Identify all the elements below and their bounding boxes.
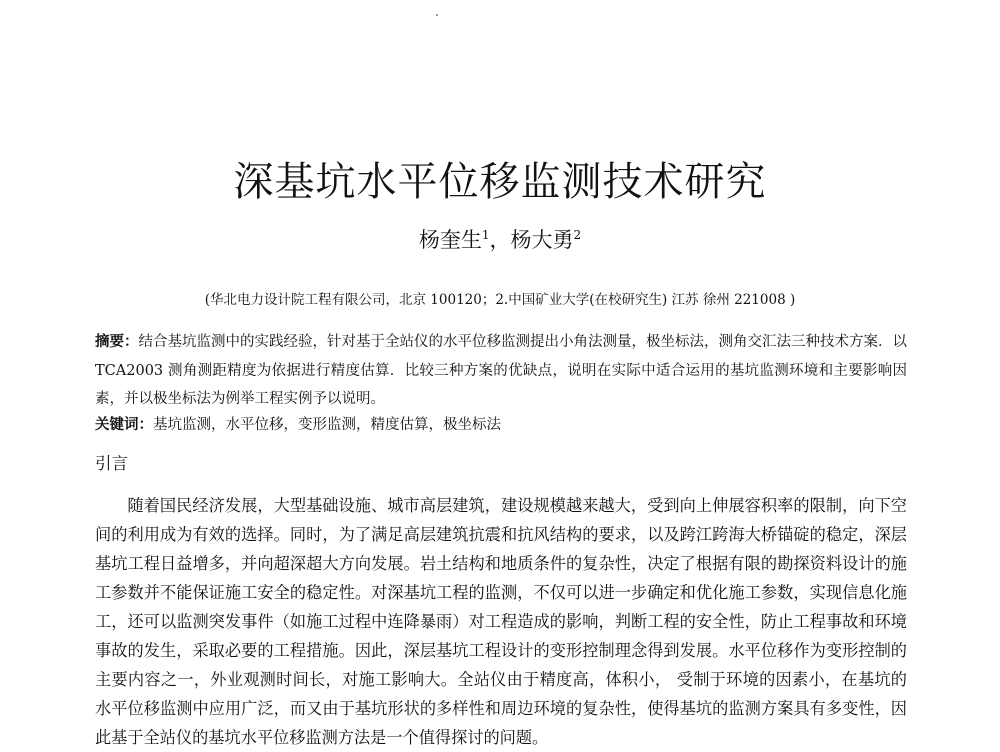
author-name: 杨大勇 bbox=[510, 228, 574, 252]
abstract bbox=[95, 328, 907, 414]
author-affiliation-mark: 2 bbox=[573, 228, 582, 242]
author-line bbox=[0, 228, 1000, 253]
abstract-text: 结合基坑监测中的实践经验，针对基于全站仪的水平位移监测提出小角法测量，极坐标法，测角交汇法三种技术方案．以 TCA2003 测角测距精度为依据进行精度估算．比较三种方案的优缺点，说明在实际中适合运用的基坑监测环境和主要影响因素，并以极坐标法为例举工程实例予以说明。 bbox=[95, 334, 907, 407]
affiliation-line: (华北电力设计院工程有限公司，北京 100120；2.中国矿业大学(在校研究生) 江苏 徐州 221008 ) bbox=[204, 292, 796, 308]
author-separator: ， bbox=[489, 228, 511, 252]
abstract-label: 摘要： bbox=[95, 333, 139, 350]
keywords bbox=[95, 411, 907, 439]
introduction-paragraph: 随着国民经济发展，大型基础设施、城市高层建筑，建设规模越来越大，受到向上伸展容积率的限制，向下空间的利用成为有效的选择。同时，为了满足高层建筑抗震和抗风结构的要求，以及跨江跨海大桥锚碇的稳定，深层基坑工程日益增多，并向超深超大方向发展。岩土结构和地质条件的复杂性，决定了根据有限的勘探资料设计的施工参数并不能保证施工安全的稳定性。对深基坑工程的监测，不仅可以进一步确定和优化施工参数，实现信息化施工，还可以监测突发事件（如施工过程中连降暴雨）对工程造成的影响，判断工程的安全性，防止工程事故和环境事故的发生，采取必要的工程措施。因此，深层基坑工程设计的变形控制理念得到发展。水平位移作为变形控制的主要内容之一，外业观测时间长，对施工影响大。全站仪由于精度高，体积小， 受制于环境的因素小，在基坑的水平位移监测中应用广泛，而又由于基坑形状的多样性和周边环境的复杂性，使得基坑的监测方案具有多变性，因此基于全站仪的基坑水平位移监测方法是一个值得探讨的问题。 bbox=[95, 496, 907, 747]
author-name: 杨奎生 bbox=[418, 228, 482, 252]
paper-title: 深基坑水平位移监测技术研究 bbox=[233, 159, 767, 205]
keywords-text: 基坑监测，水平位移，变形监测，精度估算，极坐标法 bbox=[153, 417, 501, 433]
scan-speck bbox=[436, 14, 438, 16]
section-heading-introduction: 引言 bbox=[95, 454, 128, 473]
author-affiliation-mark: 1 bbox=[481, 228, 490, 242]
keywords-label: 关键词： bbox=[95, 416, 153, 433]
